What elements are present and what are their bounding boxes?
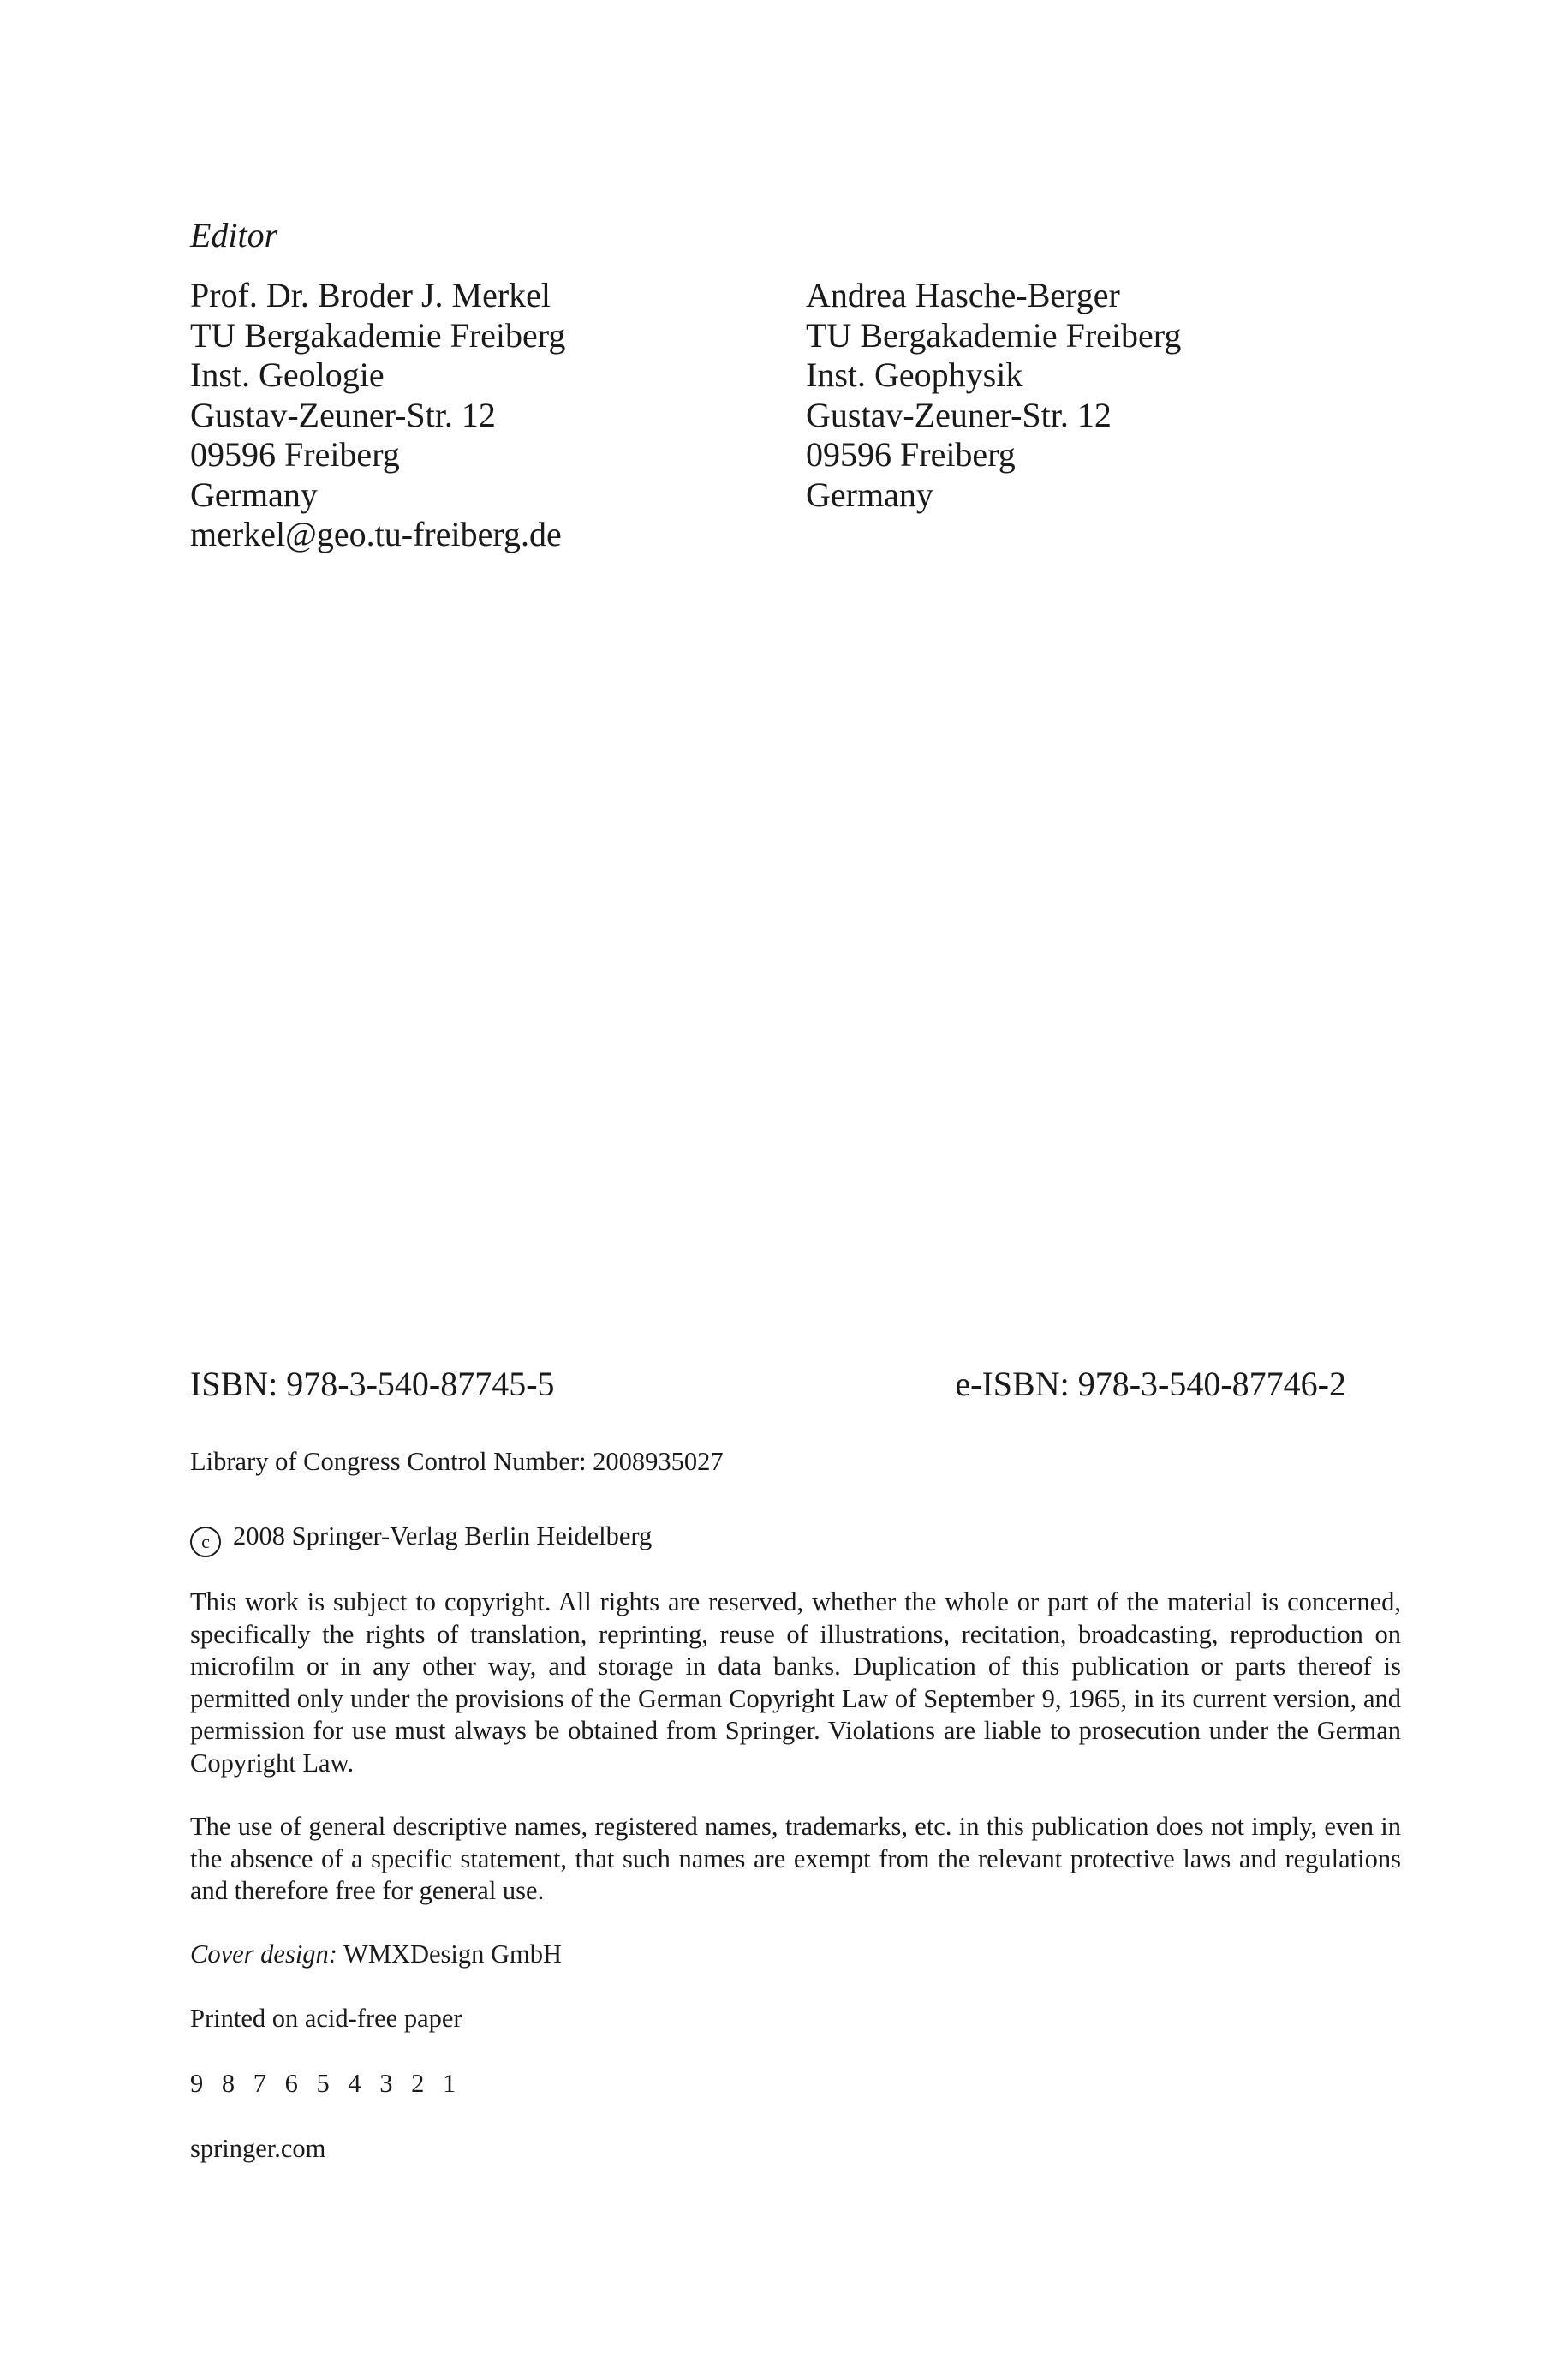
address-line: Germany [190,475,318,514]
copyright-line [190,1521,1401,1557]
address-line: 09596 Freiberg [806,435,1016,474]
address-line: TU Bergakademie Freiberg [190,315,566,355]
address-line: Andrea Hasche-Berger [806,276,1120,314]
editor-heading: Editor [190,216,278,254]
print-line: 9 8 7 6 5 4 3 2 1 [190,2069,456,2098]
copyright-paragraph: This work is subject to copyright. All rights are reserved, whether the whole or part of the material is concerned, specifically the rights of translation, reprinting, reuse of illustrations, recitation, broadcasting, reproduction on microfilm or in any other way, and storage in data banks. Duplication of this publication or parts thereof is permitted only under the provisions of the German Copyright Law of September 9, 1965, in its current version, and permission for use must always be obtained from Springer. Violations are liable to prosecution under the German Copyright Law. [190,1587,1401,1778]
copyright-icon: c [190,1527,221,1557]
isbn: ISBN: 978-3-540-87745-5 [190,1365,555,1403]
editor-address-hasche-berger [806,276,1181,515]
e-isbn: e-ISBN: 978-3-540-87746-2 [955,1365,1346,1403]
address-line: Gustav-Zeuner-Str. 12 [806,395,1112,434]
address-line: Inst. Geologie [190,356,385,394]
address-line: Germany [806,475,933,514]
editor-email: merkel@geo.tu-freiberg.de [190,515,562,553]
paper-note: Printed on acid-free paper [190,2004,462,2033]
website-text: springer.com [190,2134,326,2163]
cover-design-line [190,1939,1401,1971]
cover-design-label: Cover design: [190,1939,337,1969]
copyright-text: 2008 Springer-Verlag Berlin Heidelberg [233,1521,653,1550]
names-paragraph: The use of general descriptive names, registered names, trademarks, etc. in this publication does not imply, even in the absence of a specific statement, that such names are exempt from the relevant protective laws and regulations and therefore free for general use. [190,1812,1401,1905]
lccn-line: Library of Congress Control Number: 2008935027 [190,1447,724,1476]
editor-address-merkel [190,276,565,555]
address-line: Prof. Dr. Broder J. Merkel [190,276,551,314]
address-line: Inst. Geophysik [806,356,1023,394]
address-line: TU Bergakademie Freiberg [806,315,1182,355]
address-line: Gustav-Zeuner-Str. 12 [190,395,496,434]
address-line: 09596 Freiberg [190,435,400,474]
cover-design-value: WMXDesign GmbH [343,1939,563,1969]
